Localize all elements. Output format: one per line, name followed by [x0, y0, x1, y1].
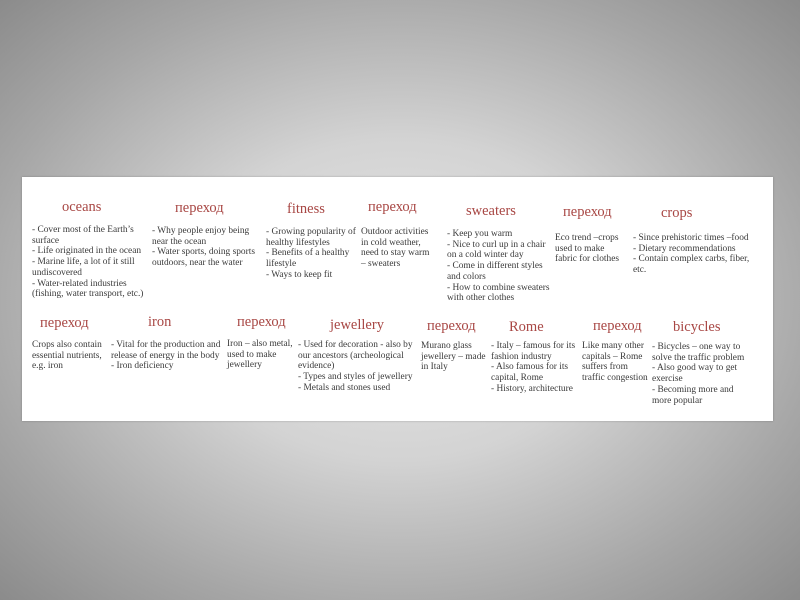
note-line: release of energy in the body	[111, 350, 220, 361]
note-line: - Iron deficiency	[111, 361, 174, 372]
note-line: - Water sports, doing sports	[152, 247, 255, 258]
transition-heading-5: переход	[237, 314, 286, 330]
note-line: jewellery – made	[421, 351, 486, 362]
topic-column-sweaters	[447, 204, 550, 304]
note-line: - How to combine sweaters	[447, 282, 550, 293]
note-line: essential nutrients,	[32, 350, 102, 361]
transition-heading-6: переход	[427, 318, 476, 334]
note-line: - Marine life, a lot of it still	[32, 257, 135, 268]
topic-heading-iron: iron	[148, 314, 172, 330]
note-line: - Since prehistoric times –food	[633, 233, 749, 243]
note-line: - Also good way to get	[652, 363, 738, 374]
note-line: healthy lifestyles	[266, 237, 330, 248]
transition-column-5	[227, 315, 293, 371]
note-line: Crops also contain	[32, 340, 102, 350]
note-line: - Growing popularity of	[266, 227, 356, 237]
note-line: fashion industry	[491, 351, 552, 362]
note-line: - Come in different styles	[447, 261, 543, 272]
topic-notes-jewellery	[298, 340, 413, 394]
note-line: lifestyle	[266, 259, 297, 270]
topic-column-oceans	[32, 200, 143, 300]
note-line: undiscovered	[32, 267, 82, 278]
transition-heading-2: переход	[368, 199, 417, 215]
topics-table	[22, 177, 773, 421]
topic-heading-oceans: oceans	[62, 199, 102, 215]
note-line: - Cover most of the Earth’s	[32, 225, 134, 235]
topic-column-crops	[633, 206, 749, 276]
topic-heading-jewellery: jewellery	[330, 317, 384, 333]
note-line: on a cold winter day	[447, 250, 524, 261]
note-line: our ancestors (archeological	[298, 350, 404, 361]
note-line: - Life originated in the ocean	[32, 246, 142, 257]
note-line: in cold weather,	[361, 237, 421, 248]
note-line: evidence)	[298, 361, 335, 372]
note-line: need to stay warm	[361, 248, 430, 259]
note-line: exercise	[652, 374, 683, 385]
note-line: Iron – also metal,	[227, 339, 293, 349]
topic-notes-fitness	[266, 227, 356, 281]
transition-column-6	[421, 319, 486, 373]
note-line: capitals – Rome	[582, 351, 643, 362]
note-line: - Ways to keep fit	[266, 269, 333, 280]
topic-notes-sweaters	[447, 229, 550, 304]
note-line: more popular	[652, 395, 703, 406]
note-line: - Metals and stones used	[298, 382, 391, 393]
transition-heading-1: переход	[175, 200, 224, 216]
transition-heading-3: переход	[563, 204, 612, 220]
topic-column-bicycles	[652, 320, 744, 406]
note-line: Murano glass	[421, 341, 472, 351]
transition-notes-3	[555, 233, 619, 265]
note-line: e.g. iron	[32, 361, 63, 372]
transition-notes-6	[421, 341, 486, 373]
note-line: (fishing, water transport, etc.)	[32, 289, 144, 300]
note-line: used to make	[227, 349, 277, 360]
note-line: Eco trend –crops	[555, 233, 619, 243]
topic-column-fitness	[266, 202, 356, 281]
note-line: - Contain complex carbs, fiber,	[633, 254, 750, 265]
note-line: - Keep you warm	[447, 229, 513, 239]
transition-column-3	[555, 205, 619, 265]
transition-notes-1	[152, 226, 255, 269]
note-line: surface	[32, 235, 60, 246]
note-line: etc.	[633, 265, 647, 276]
transition-column-7	[582, 319, 648, 384]
note-line: - Water-related industries	[32, 278, 127, 289]
topic-heading-sweaters: sweaters	[466, 203, 516, 219]
topic-heading-fitness: fitness	[287, 201, 325, 217]
topic-column-iron	[111, 315, 220, 372]
note-line: - History, architecture	[491, 383, 573, 394]
note-line: - Becoming more and	[652, 384, 734, 395]
transition-notes-4	[32, 340, 102, 372]
topic-heading-rome: Rome	[509, 319, 544, 335]
transition-column-2	[361, 200, 429, 270]
note-line: - Types and styles of jewellery	[298, 372, 413, 383]
note-line: suffers from	[582, 362, 628, 373]
note-line: and colors	[447, 271, 486, 282]
note-line: jewellery	[227, 360, 262, 371]
transition-notes-7	[582, 341, 648, 384]
transition-heading-7: переход	[593, 318, 642, 334]
topic-column-jewellery	[298, 318, 413, 394]
transition-notes-2	[361, 227, 429, 270]
note-line: Like many other	[582, 341, 644, 351]
transition-heading-4: переход	[40, 315, 89, 331]
note-line: solve the traffic problem	[652, 352, 745, 363]
note-line: - Nice to curl up in a chair	[447, 239, 546, 250]
note-line: - Bicycles – one way to	[652, 342, 741, 352]
note-line: fabric for clothes	[555, 254, 620, 265]
note-line: – sweaters	[361, 259, 401, 270]
transition-column-1	[152, 201, 255, 269]
note-line: - Italy – famous for its	[491, 341, 576, 351]
note-line: - Why people enjoy being	[152, 226, 250, 236]
topic-notes-crops	[633, 233, 749, 276]
note-line: traffic congestion	[582, 373, 648, 384]
note-line: - Benefits of a healthy	[266, 248, 350, 259]
topic-notes-oceans	[32, 225, 143, 300]
note-line: used to make	[555, 243, 605, 254]
topic-notes-iron	[111, 340, 220, 372]
note-line: - Used for decoration - also by	[298, 340, 413, 350]
topic-notes-rome	[491, 341, 575, 395]
topic-column-rome	[491, 320, 575, 395]
note-line: outdoors, near the water	[152, 258, 243, 269]
note-line: Outdoor activities	[361, 227, 429, 237]
topic-notes-bicycles	[652, 342, 744, 406]
note-line: in Italy	[421, 362, 448, 373]
transition-column-4	[32, 316, 102, 372]
note-line: capital, Rome	[491, 373, 544, 384]
note-line: - Also famous for its	[491, 362, 569, 373]
transition-notes-5	[227, 339, 293, 371]
topic-heading-crops: crops	[661, 205, 693, 221]
note-line: - Dietary recommendations	[633, 243, 736, 254]
topic-heading-bicycles: bicycles	[673, 319, 721, 335]
note-line: near the ocean	[152, 236, 207, 247]
note-line: with other clothes	[447, 293, 515, 304]
note-line: - Vital for the production and	[111, 340, 221, 350]
